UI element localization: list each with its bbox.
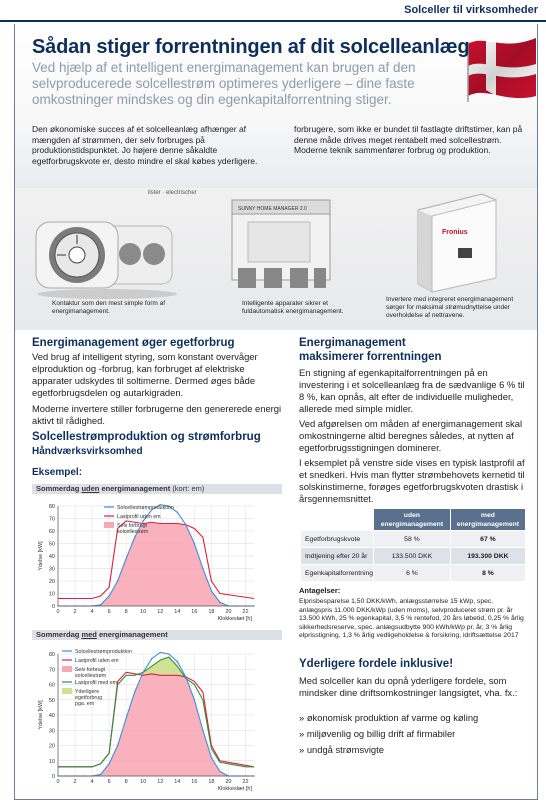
table-row: Indtjening efter 20 år 133.500 DKK 193.300 DKK [301, 548, 526, 565]
x-tick-label: 14 [174, 779, 181, 785]
x-tick-label: 20 [225, 609, 232, 615]
production-point [185, 676, 186, 677]
legend-label: Lastprofil uden em [117, 514, 161, 520]
production-point [108, 763, 109, 764]
heading-production: Solcellestrømproduktion og strømforbrug [32, 431, 261, 443]
top-bar [0, 0, 546, 22]
caption-timer: Kontaktur som den mest simple form af energimanagement. [52, 300, 166, 315]
y-tick-label: 20 [48, 743, 55, 750]
production-point [194, 699, 195, 700]
x-tick-label: 18 [208, 779, 215, 785]
y-tick-label: 40 [48, 554, 55, 560]
legend-label: solcellestrøm [75, 673, 107, 679]
right-p1: En stigning af egenkapitalforrentningen på en investering i et solcelleanlæg fra de sædvanlige 6 % til 8 %, kan opnås, alt efter de individuelle muligheder, allerede med simple midler. [299, 367, 525, 414]
legend-swatch [62, 666, 72, 672]
danish-flag-image [462, 30, 536, 102]
x-axis-label: Klokkeslæt [h] [217, 616, 252, 622]
inverter-text: Moderne invertere stiller forbrugerne den genererede energi aktivt til rådighed. [32, 403, 282, 426]
meter-label: SUNNY HOME MANAGER 2.0 [238, 206, 307, 212]
production-point [160, 652, 161, 653]
table-head-empty [301, 509, 374, 531]
production-point [202, 730, 203, 731]
intro-left: Den økonomiske succes af et solcelleanlæg afhænger af mængden af strømmen, der selv forbruges på produktionstidspunktet. Jo højere denne såkaldte egetforbrugskvote er, desto mindre el skal købes yderligere. [32, 124, 258, 166]
production-point [143, 672, 144, 673]
x-tick-label: 16 [191, 609, 198, 615]
production-point [194, 543, 195, 544]
x-tick-label: 4 [90, 779, 94, 785]
chart-without-em [32, 498, 282, 626]
production-point [134, 537, 135, 538]
heading-egetforbrug: Energimanagement øger egetforbrug [32, 337, 235, 349]
table-row: Egetforbrugskvote 58 % 67 % [301, 531, 526, 548]
production-point [134, 691, 135, 692]
page-title: Sådan stiger forrentningen af dit solcelleanlæg [32, 36, 470, 58]
legend-label: Lastprofil uden em [75, 658, 119, 664]
caption-meter: Intelligente apparater sikrer et fuldautomatisk energimanagement. [242, 300, 344, 315]
production-point [117, 580, 118, 581]
x-tick-label: 0 [56, 779, 60, 785]
y-axis-label: Ydelse [kW] [38, 541, 44, 571]
x-tick-label: 16 [191, 779, 198, 785]
y-tick-label: 30 [48, 728, 55, 735]
right-p2: Ved afgørelsen om måden af energimanagement skal omkostningerne altid beregnes således, at nytten af egetforbrugsstigningen dominerer. [299, 418, 523, 453]
legend-label: solcellestrøm [117, 529, 149, 535]
production-point [185, 524, 186, 525]
production-point [100, 774, 101, 775]
y-tick-label: 10 [48, 758, 55, 765]
chart-with-em [32, 644, 282, 796]
bullet-item: » undgå strømsvigte [299, 744, 384, 755]
x-tick-label: 2 [73, 779, 77, 785]
legend-label: Selv forbrugt [117, 523, 148, 529]
comparison-table [300, 508, 526, 582]
x-tick-label: 20 [225, 779, 232, 785]
legend-label: egetforbrug [75, 695, 103, 701]
table-row: Egenkapitalforrentning 6 % 8 % [301, 565, 526, 582]
y-tick-label: 40 [48, 713, 55, 719]
heading-sector: Håndværksvirksomhed [32, 446, 143, 457]
right-p4: Med solceller kan du opnå yderligere fordele, som mindsker dine driftsomkostninger langsigtet, vha. fx.: [299, 675, 518, 698]
legend-label: Solcellestrømproduktion [117, 505, 174, 511]
table-head-without: uden energimanagement [374, 509, 451, 531]
production-point [211, 590, 212, 591]
x-tick-label: 10 [140, 609, 147, 615]
x-tick-label: 12 [157, 779, 164, 785]
y-tick-label: 0 [51, 774, 55, 780]
heading-right-1b: maksimerer forrentningen [299, 351, 442, 363]
heading-right-1: Energimanagement [299, 337, 406, 349]
chart1-title: Sommerdag uden energimanagement (kort: em) [32, 484, 282, 494]
production-point [211, 757, 212, 758]
production-point [100, 604, 101, 605]
production-point [143, 520, 144, 521]
x-tick-label: 22 [242, 779, 249, 785]
x-tick-label: 6 [107, 609, 111, 615]
x-tick-label: 18 [208, 609, 215, 615]
table-head-with: med energimanagement [450, 509, 525, 531]
inverter-brand: Fronius [442, 229, 468, 236]
right-p3: I eksemplet på venstre side vises en typisk lastprofil af et snedkeri. Hvis man flytter strømbehovets kernetid til solskinstimerne, forøges egetforbrugskvoten drastisk i årsgennemsnittet. [299, 457, 525, 504]
x-tick-label: 6 [107, 779, 111, 785]
y-tick-label: 80 [48, 652, 55, 658]
production-point [177, 661, 178, 662]
legend-label: Yderligere [75, 689, 100, 695]
production-point [125, 558, 126, 559]
assumptions-text: Elprisbesparelse 1,50 DKK/kWh, anlægsstørrelse 15 kWp, spec. anlægspris 11.000 DKK/kWp (uden moms), selvproduceret strøm pr. år 13.500 kWh, 25 % egenkapital, 3,5 % rentefod, 20 års løbetid, 0,25 % årlig sikkerhedsreserve, spec. anlægsudbytte 900 kWh/kWp pr. år, 3 % årlig elprisstigning, 1,3 % årlig vedligeholdelse & forsikring, idriftsættelse 2017 [299, 598, 524, 640]
production-point [219, 602, 220, 603]
x-tick-label: 8 [124, 609, 128, 615]
page-subtitle: Ved hjælp af et intelligent energimanagement kan brugen af den selvproducerede solcellestrøm optimeres yderligere – dine faste omkostninger mindskes og din egenkapitalforrentning stiger. [32, 60, 416, 107]
legend-label: pga. em [75, 701, 95, 707]
production-point [168, 653, 169, 654]
production-point [108, 595, 109, 596]
y-tick-label: 50 [48, 541, 55, 548]
production-point [202, 568, 203, 569]
energy-meter-image [226, 194, 336, 296]
production-point [151, 658, 152, 659]
section-label: Solceller til virksomheder [404, 4, 538, 16]
x-tick-label: 22 [242, 609, 249, 615]
photo-stray-label: ilster · electrischer [148, 190, 197, 196]
example-label: Eksempel: [32, 467, 83, 478]
heading-right-2: Yderligere fordele inklusive! [299, 658, 454, 670]
legend-label: Lastprofil med em [75, 680, 118, 686]
x-tick-label: 2 [73, 609, 77, 615]
legend-label: Solcellestrømproduktion [75, 649, 132, 655]
y-tick-label: 80 [48, 504, 55, 510]
y-tick-label: 70 [48, 667, 55, 674]
x-tick-label: 12 [157, 609, 164, 615]
y-tick-label: 0 [51, 604, 55, 610]
bullet-item: » økonomisk produktion af varme og køling [299, 712, 479, 723]
production-point [177, 512, 178, 513]
legend-label: Selv forbrugt [75, 667, 106, 673]
x-tick-label: 4 [90, 609, 94, 615]
y-tick-label: 60 [48, 529, 55, 535]
bullet-item: » miljøvenlig og billig drift af firmabiler [299, 728, 456, 739]
legend-swatch [104, 522, 114, 528]
y-tick-label: 50 [48, 697, 55, 704]
timer-plug-image [32, 194, 182, 300]
y-tick-label: 10 [48, 591, 55, 598]
caption-inverter: Invertere med integreret energimanagement sørger for maksimal strømudnyttelse under overholdelse af nettravene. [386, 296, 514, 319]
production-point [219, 771, 220, 772]
production-point [117, 745, 118, 746]
intro-right: forbrugere, som ikke er bundet til fastlagte driftstimer, kan på denne måde drives meget rentabelt med solcellestrøm. Moderne teknik sammenfører forbrug og produktion. [294, 124, 523, 155]
x-axis-label: Klokkeslæt [h] [217, 786, 252, 792]
x-tick-label: 14 [174, 609, 181, 615]
inverter-image [412, 190, 502, 294]
legend-swatch [62, 688, 72, 694]
assumptions-title: Antagelser: [299, 586, 341, 595]
x-tick-label: 8 [124, 779, 128, 785]
x-tick-label: 0 [56, 609, 60, 615]
y-tick-label: 70 [48, 516, 55, 523]
x-tick-label: 10 [140, 779, 147, 785]
chart2-title: Sommerdag med energimanagement [32, 630, 282, 640]
y-tick-label: 30 [48, 566, 55, 573]
production-point [125, 717, 126, 718]
egetforbrug-text: Ved brug af intelligent styring, som konstant overvåger elproduktion og -forbrug, kan forbruget af elektriske apparater udskydes til soltimerne. Dermed øges både egetforbrugsdelen og autarkigraden. [32, 351, 258, 398]
y-tick-label: 20 [48, 579, 55, 585]
y-axis-label: Ydelse [kW] [38, 700, 44, 730]
y-tick-label: 60 [48, 682, 55, 689]
